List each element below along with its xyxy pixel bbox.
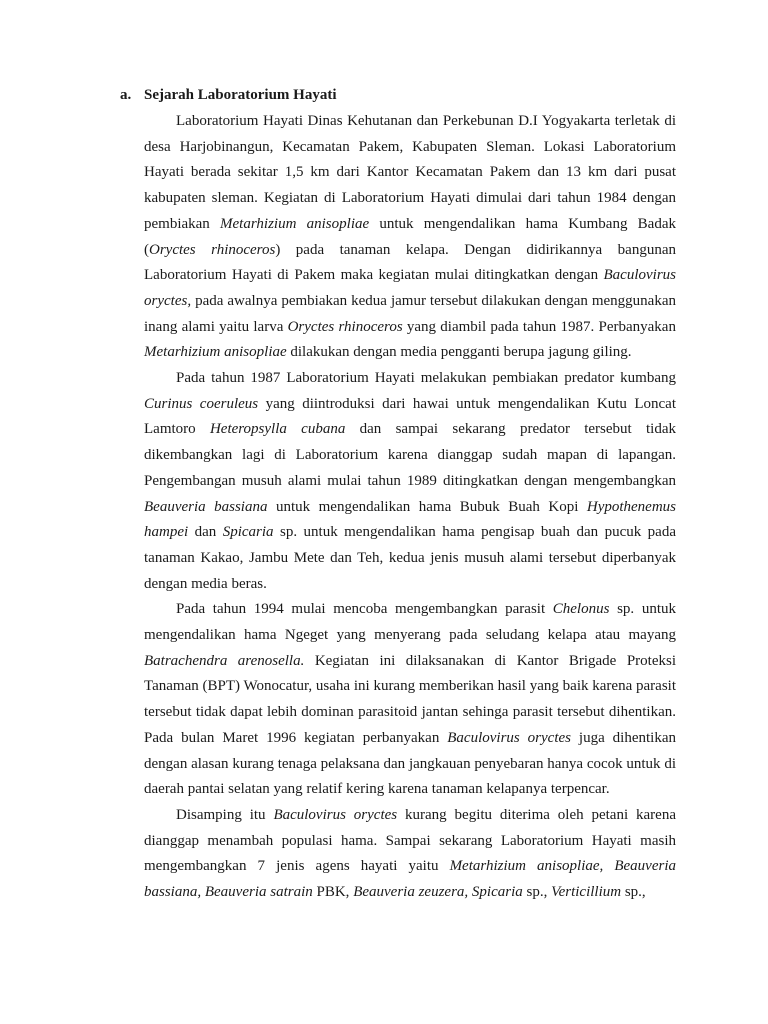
- text-run: dan sampai sekarang predator tersebut tidak dikembangkan lagi di Laboratorium karena dianggap sudah mapan di lapangan. Pengembangan musuh alami mulai tahun 1989 ditingkatkan dengan mengembangkan: [144, 421, 677, 489]
- species-name: Verticillium: [551, 884, 622, 901]
- text-run: sp. untuk mengendalikan hama Ngeget yang menyerang pada seludang kelapa atau mayang: [144, 601, 676, 644]
- paragraph: [144, 366, 676, 597]
- species-name: Oryctes rhinoceros: [287, 318, 403, 335]
- text-run: untuk mengendalikan hama Bubuk Buah Kopi: [267, 498, 587, 515]
- species-name: Spicaria: [222, 524, 274, 541]
- text-run: pada awalnya pembiakan kedua jamur tersebut dilakukan dengan menggunakan inang alami yaitu larva: [144, 292, 676, 335]
- text-run: Pada tahun 1987 Laboratorium Hayati melakukan pembiakan predator kumbang: [176, 370, 676, 387]
- species-name: Baculovirus oryctes,: [144, 267, 676, 309]
- species-name: Batrachendra arenosella.: [144, 652, 305, 669]
- species-name: Hypothenemus hampei: [144, 498, 677, 541]
- species-name: Beauveria zeuzera, Spicaria: [353, 884, 523, 901]
- section-heading: [120, 87, 337, 104]
- text-run: dilakukan dengan media pengganti berupa jagung giling.: [286, 344, 632, 361]
- species-name: Beauveria bassiana: [144, 498, 268, 515]
- species-name: Curinus coeruleus: [144, 395, 259, 412]
- species-name: Metarhizium anisopliae: [220, 215, 370, 232]
- paragraph: [144, 109, 676, 366]
- section-title: Sejarah Laboratorium Hayati: [144, 87, 337, 103]
- text-run: kurang begitu diterima oleh petani karena dianggap menambah populasi hama. Sampai sekarang Laboratorium Hayati masih mengembangkan 7 jenis agens hayati yaitu: [144, 806, 676, 875]
- paragraph: [144, 597, 676, 803]
- text-run: juga dihentikan dengan alasan kurang tenaga pelaksana dan jangkauan penyebaran hanya cocok untuk di daerah pantai selatan yang relatif kering karena tanaman kelapanya terpencar.: [144, 729, 676, 798]
- text-run: Laboratorium Hayati Dinas Kehutanan dan Perkebunan D.I Yogyakarta terletak di desa Harjobinangun, Kecamatan Pakem, Kabupaten Sleman. Lokasi Laboratorium Hayati berada sekitar 1,5 km dari Kantor Kecamatan Pakem dan 13 km dari pusat kabupaten sleman. Kegiatan di Laboratorium Hayati dimulai dari tahun 1984 dengan pembiakan: [144, 113, 676, 232]
- species-name: Metarhizium anisopliae, Beauveria bassiana, Beauveria satrain: [144, 858, 676, 901]
- text-run: Pada tahun 1994 mulai mencoba mengembangkan parasit: [176, 601, 553, 618]
- text-run: untuk mengendalikan hama Kumbang Badak (: [144, 215, 676, 258]
- species-name: Metarhizium anisopliae: [144, 344, 287, 361]
- species-name: Baculovirus oryctes: [447, 729, 571, 746]
- species-name: Oryctes rhinoceros: [149, 241, 276, 258]
- species-name: Baculovirus oryctes: [273, 806, 398, 823]
- species-name: Chelonus: [552, 601, 610, 618]
- text-run: yang diambil pada tahun 1987. Perbanyakan: [402, 318, 676, 335]
- text-run: PBK,: [312, 884, 354, 901]
- text-run: ) pada tanaman kelapa. Dengan didirikannya bangunan Laboratorium Hayati di Pakem maka kegiatan mulai ditingkatkan dengan: [144, 241, 676, 284]
- paragraph: [144, 803, 676, 906]
- text-run: yang diintroduksi dari hawai untuk mengendalikan Kutu Loncat Lamtoro: [144, 395, 676, 438]
- text-run: sp.,: [522, 884, 552, 901]
- body-text: [144, 109, 676, 906]
- text-run: Disamping itu: [176, 806, 274, 823]
- text-run: dan: [188, 524, 223, 541]
- species-name: Heteropsylla cubana: [209, 421, 346, 438]
- text-run: sp. untuk mengendalikan hama pengisap buah dan pucuk pada tanaman Kakao, Jambu Mete dan Teh, kedua jenis musuh alami tersebut diperbanyak dengan media beras.: [144, 524, 676, 592]
- text-run: Kegiatan ini dilaksanakan di Kantor Brigade Proteksi Tanaman (BPT) Wonocatur, usaha ini kurang memberikan hasil yang baik karena parasit tersebut tidak dapat lebih dominan parasitoid jantan sehinga parasit tersebut dihentikan. Pada bulan Maret 1996 kegiatan perbanyakan: [144, 652, 676, 746]
- section-label: a.: [120, 87, 132, 103]
- text-run: sp.,: [621, 884, 646, 901]
